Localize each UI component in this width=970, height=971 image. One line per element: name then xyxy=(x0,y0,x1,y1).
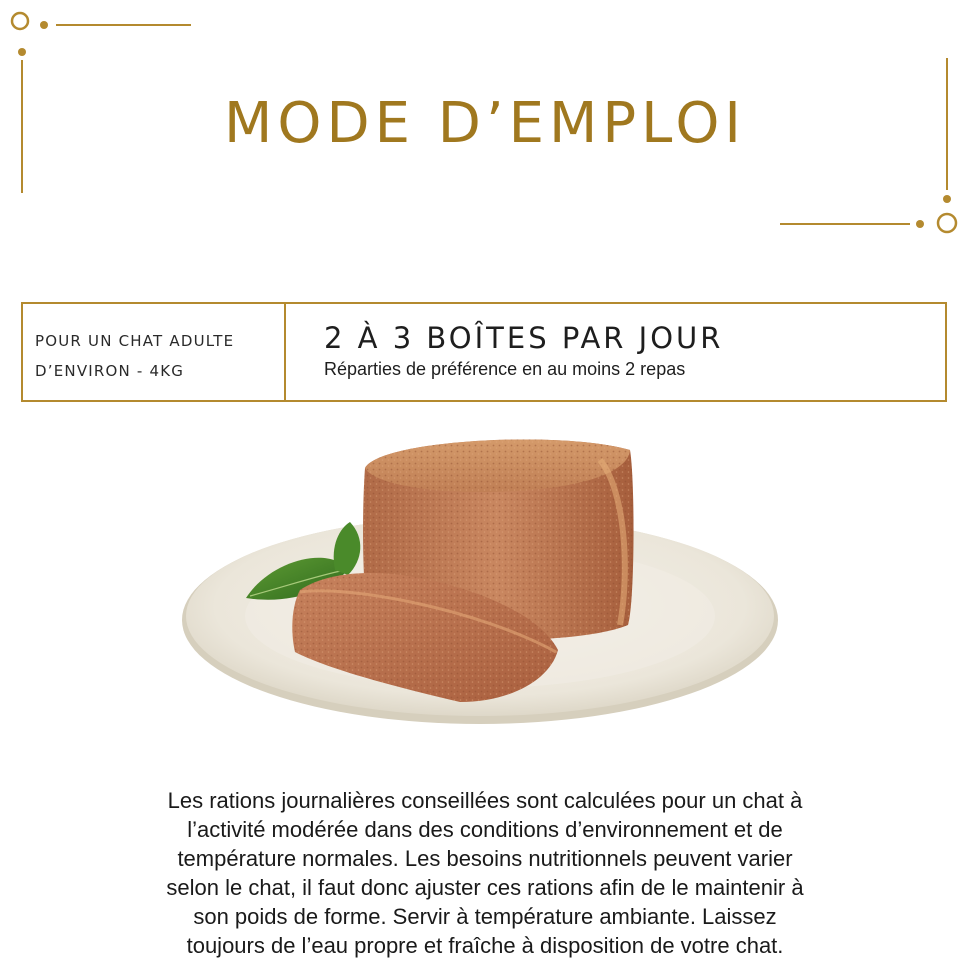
description-line: son poids de forme. Servir à température ambiante. Laissez xyxy=(193,904,777,929)
feeding-description xyxy=(60,786,910,960)
feeding-info-box xyxy=(21,302,947,402)
pate-plate-image xyxy=(180,420,790,740)
description-line: toujours de l’eau propre et fraîche à disposition de votre chat. xyxy=(186,933,784,958)
page-title: MODE D’EMPLOI xyxy=(224,91,746,156)
dose-note: Réparties de préférence en au moins 2 repas xyxy=(324,359,686,379)
description-line: selon le chat, il faut donc ajuster ces rations afin de le maintenir à xyxy=(166,875,804,900)
description-line: Les rations journalières conseillées sont calculées pour un chat à xyxy=(167,788,803,813)
description-line: l’activité modérée dans des conditions d’environnement et de xyxy=(187,817,783,842)
dose-panel xyxy=(286,304,723,400)
daily-dose: 2 À 3 BOÎTES PAR JOUR xyxy=(324,321,724,355)
cat-profile xyxy=(23,304,286,400)
cat-profile-line-2: D’ENVIRON - 4KG xyxy=(35,362,185,380)
description-line: température normales. Les besoins nutritionnels peuvent varier xyxy=(177,846,793,871)
cat-profile-line-1: POUR UN CHAT ADULTE xyxy=(35,332,235,350)
